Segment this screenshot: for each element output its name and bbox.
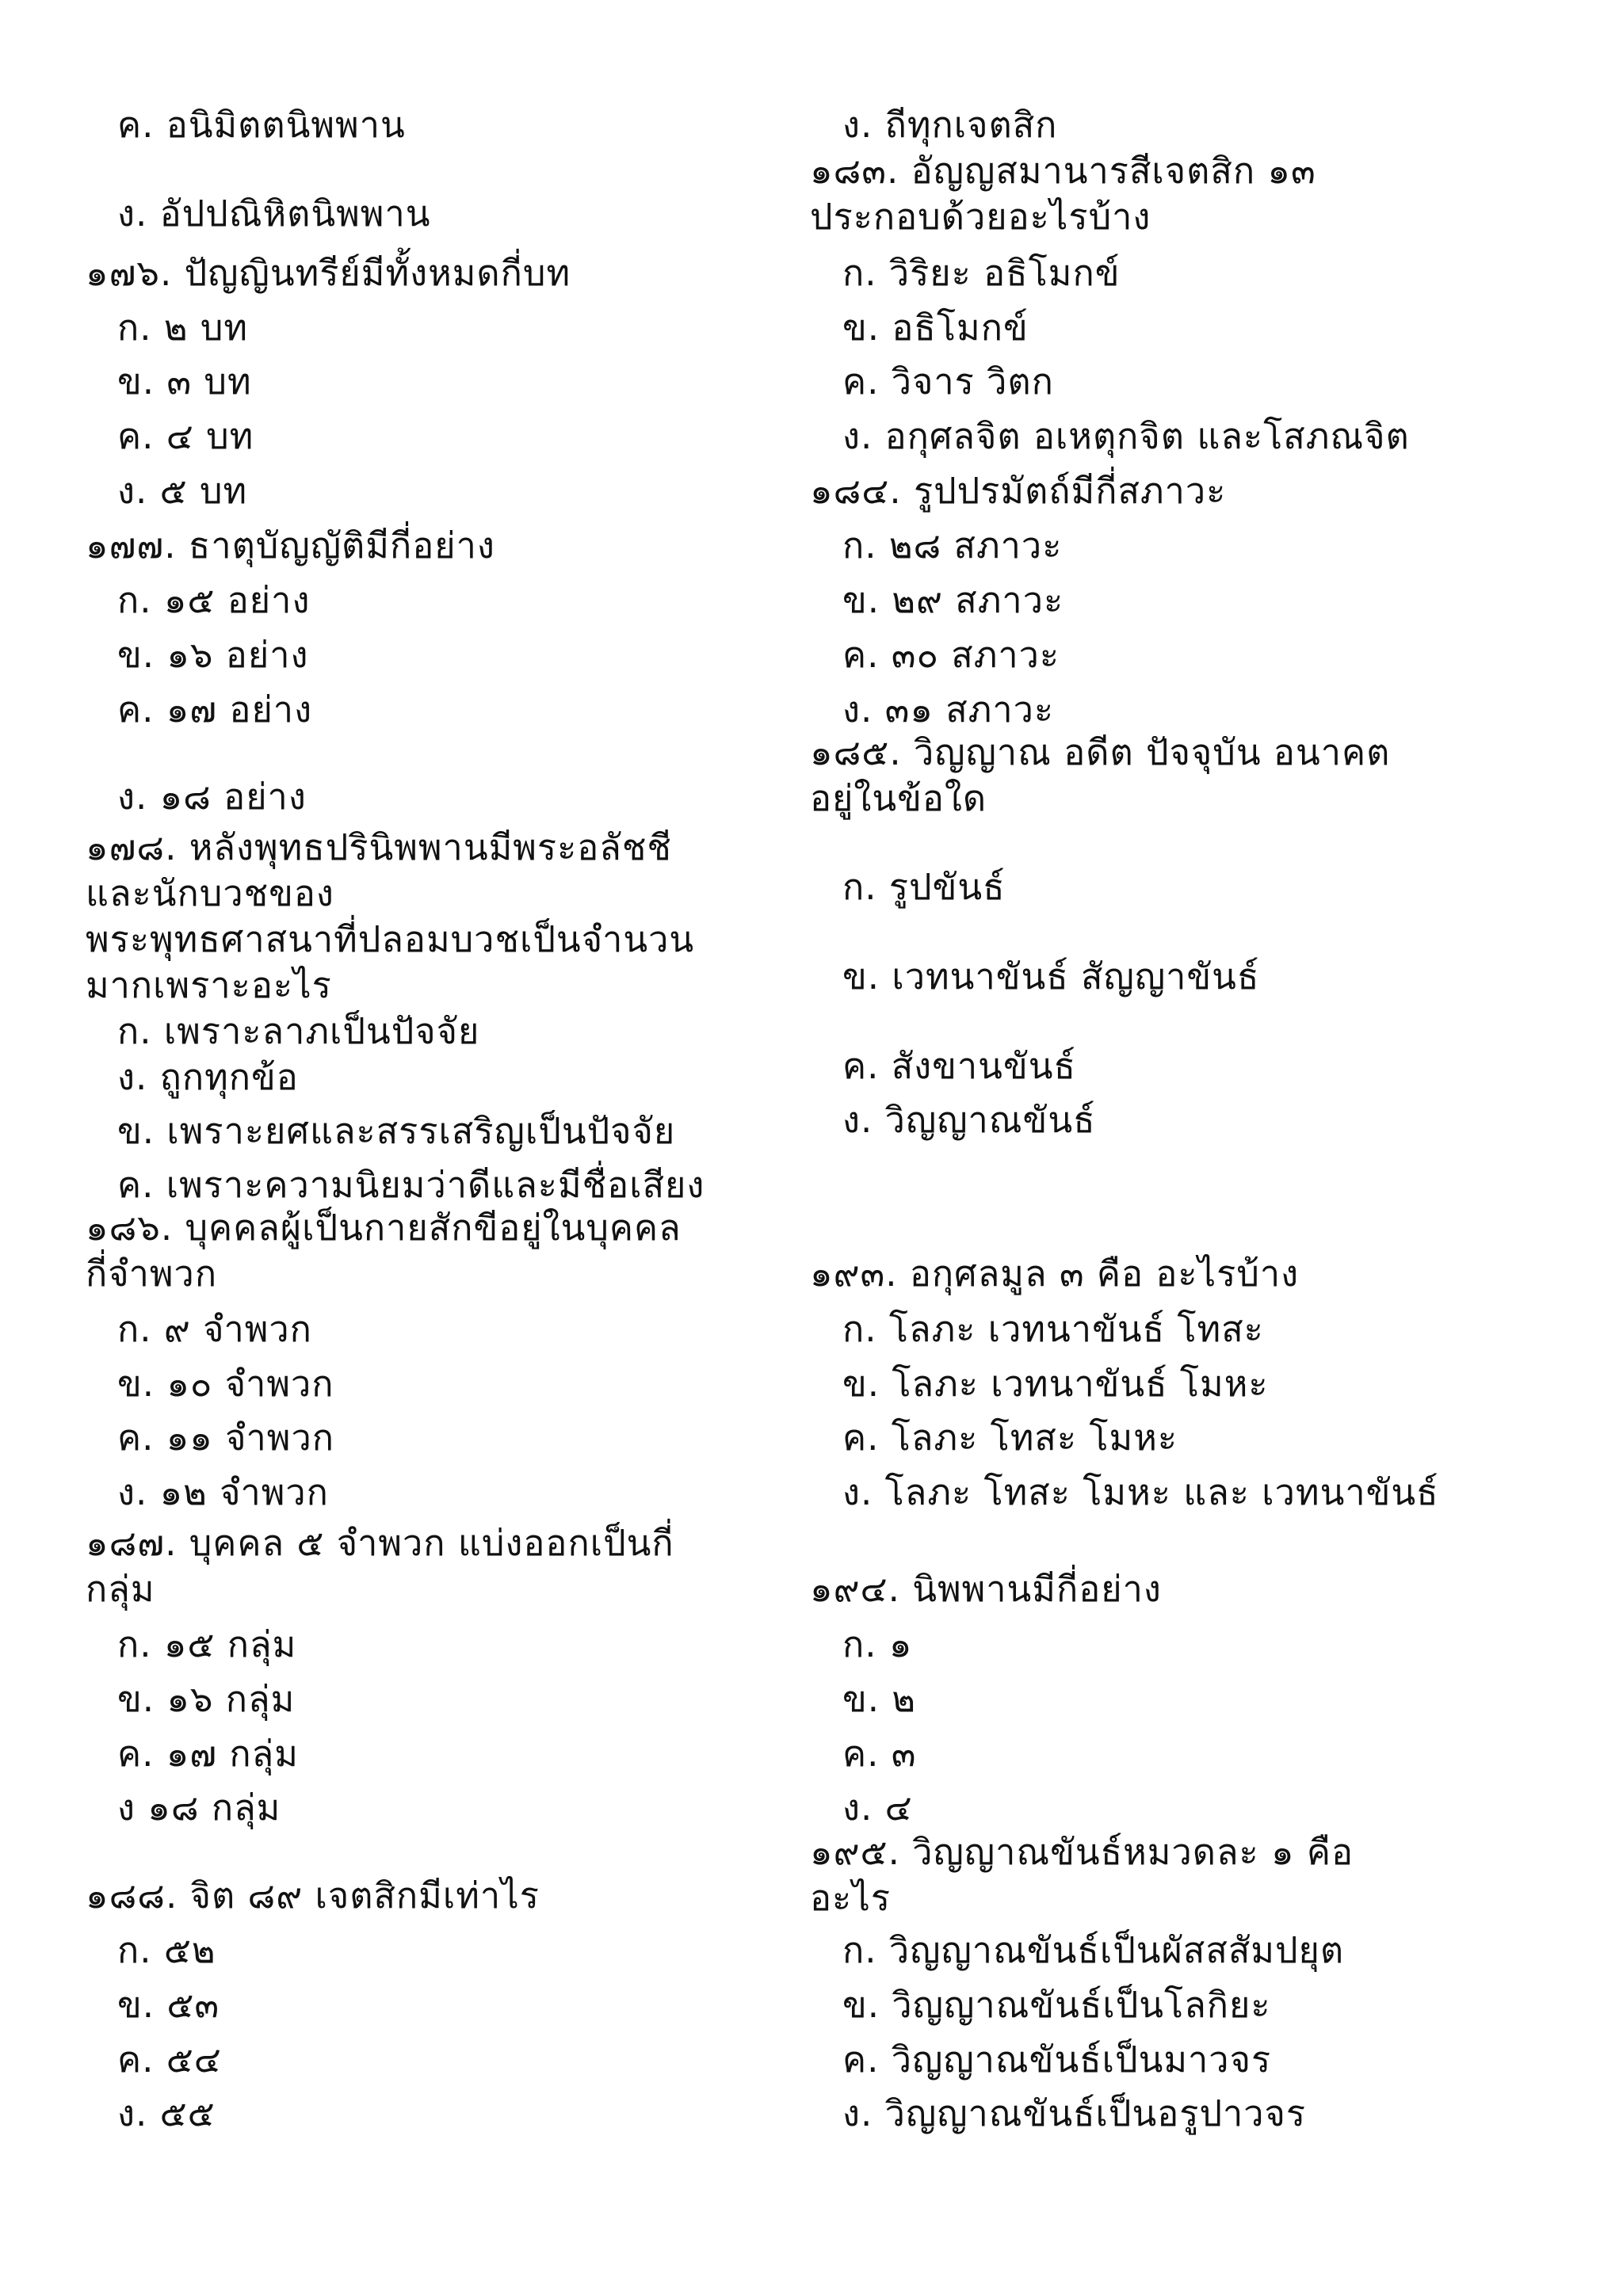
- answer-option: ง. ถูกทุกข้อ: [117, 1056, 299, 1098]
- answer-option: ง. อกุศลจิต อเหตุกจิต และโสภณจิต: [842, 415, 1410, 457]
- answer-option: ข. อธิโมกข์: [842, 307, 1029, 349]
- answer-option: ค. เพราะความนิยมว่าดีและมีชื่อเสียง: [117, 1164, 705, 1206]
- question-text: และนักบวชของ: [86, 872, 334, 914]
- answer-option: ก. ๒ บท: [117, 307, 249, 349]
- answer-option: ก. รูปขันธ์: [842, 866, 1006, 908]
- answer-option: ง. ๑๒ จำพวก: [117, 1471, 329, 1513]
- answer-option: ค. ๑๑ จำพวก: [117, 1417, 334, 1459]
- question-text: ๑๘๕. วิญญาณ อดีต ปัจจุบัน อนาคต: [810, 731, 1391, 773]
- answer-option: ง. ๔: [842, 1787, 913, 1829]
- answer-option: ข. เพราะยศและสรรเสริญเป็นปัจจัย: [117, 1110, 676, 1152]
- answer-option: ค. โลภะ โทสะ โมหะ: [842, 1417, 1178, 1459]
- answer-option: ค. วิญญาณขันธ์เป็นมาวจร: [842, 2039, 1272, 2081]
- answer-option: ค. วิจาร วิตก: [842, 360, 1054, 402]
- answer-option: ง. ๕ บท: [117, 470, 248, 512]
- answer-option: ก. ๑๕ กลุ่ม: [117, 1623, 297, 1665]
- answer-option: ข. เวทนาขันธ์ สัญญาขันธ์: [842, 955, 1260, 997]
- answer-option: ข. โลภะ เวทนาขันธ์ โมหะ: [842, 1363, 1269, 1405]
- answer-option: ง. ๓๑ สภาวะ: [842, 688, 1055, 730]
- question-text: กลุ่ม: [86, 1568, 155, 1610]
- answer-option: ก. วิริยะ อธิโมกข์: [842, 252, 1121, 294]
- answer-option: ข. ๒๙ สภาวะ: [842, 579, 1064, 621]
- answer-option: ข. ๑๖ อย่าง: [117, 634, 309, 676]
- answer-option: ก. ๙ จำพวก: [117, 1308, 312, 1350]
- answer-option: ก. ๑๕ อย่าง: [117, 579, 311, 621]
- answer-option: ข. วิญญาณขันธ์เป็นโลกิยะ: [842, 1984, 1271, 2026]
- answer-option: ง. วิญญาณขันธ์: [842, 1099, 1096, 1141]
- question-text: อะไร: [810, 1877, 891, 1919]
- question-text: ๑๗๘. หลังพุทธปรินิพพานมีพระอลัชชี: [86, 826, 672, 868]
- answer-option: ง. โลภะ โทสะ โมหะ และ เวทนาขันธ์: [842, 1471, 1439, 1513]
- answer-option: ค. ๕๔: [117, 2039, 222, 2081]
- answer-option: ง ๑๘ กลุ่ม: [117, 1787, 281, 1829]
- question-text: ประกอบด้วยอะไรบ้าง: [810, 196, 1151, 238]
- question-text: ๑๘๓. อัญญสมานารสีเจตสิก ๑๓: [810, 150, 1316, 192]
- answer-option: ก. ๒๘ สภาวะ: [842, 524, 1063, 566]
- question-text: ๑๗๖. ปัญญินทรีย์มีทั้งหมดกี่บท: [86, 252, 571, 294]
- question-text: อยู่ในข้อใด: [810, 777, 987, 819]
- answer-option: ง. ๕๕: [117, 2092, 216, 2134]
- answer-option: ค. อนิมิตตนิพพาน: [117, 104, 406, 146]
- answer-option: ก. ๕๒: [117, 1929, 216, 1971]
- answer-option: ก. ๑: [842, 1623, 913, 1665]
- answer-option: ค. ๓: [842, 1733, 917, 1775]
- answer-option: ง. วิญญาณขันธ์เป็นอรูปาวจร: [842, 2092, 1307, 2134]
- question-text: ๑๘๘. จิต ๘๙ เจตสิกมีเท่าไร: [86, 1875, 540, 1917]
- answer-option: ข. ๑๖ กลุ่ม: [117, 1678, 296, 1720]
- question-text: ๑๙๕. วิญญาณขันธ์หมวดละ ๑ คือ: [810, 1831, 1354, 1873]
- answer-option: ค. ๑๗ อย่าง: [117, 688, 313, 730]
- question-text: มากเพราะอะไร: [86, 964, 332, 1006]
- answer-option: ง. ถีทุกเจตสิก: [842, 104, 1058, 146]
- answer-option: ข. ๓ บท: [117, 360, 252, 402]
- question-text: ๑๙๔. นิพพานมีกี่อย่าง: [810, 1568, 1162, 1610]
- answer-option: ค. ๑๗ กลุ่ม: [117, 1733, 299, 1775]
- question-text: ๑๗๗. ธาตุบัญญัติมีกี่อย่าง: [86, 524, 495, 566]
- answer-option: ค. สังขานขันธ์: [842, 1045, 1076, 1087]
- question-text: กี่จำพวก: [86, 1253, 218, 1295]
- answer-option: ข. ๑๐ จำพวก: [117, 1363, 334, 1405]
- answer-option: ข. ๕๓: [117, 1984, 220, 2026]
- answer-option: ก. วิญญาณขันธ์เป็นผัสสสัมปยุต: [842, 1929, 1345, 1971]
- answer-option: ค. ๔ บท: [117, 415, 254, 457]
- question-text: ๑๘๗. บุคคล ๕ จำพวก แบ่งออกเป็นกี่: [86, 1522, 674, 1564]
- question-text: ๑๘๖. บุคคลผู้เป็นกายสักขีอยู่ในบุคคล: [86, 1207, 682, 1249]
- question-text: ๑๙๓. อกุศลมูล ๓ คือ อะไรบ้าง: [810, 1253, 1300, 1295]
- answer-option: ค. ๓๐ สภาวะ: [842, 634, 1060, 676]
- answer-option: ก. เพราะลาภเป็นปัจจัย: [117, 1010, 480, 1052]
- answer-option: ก. โลภะ เวทนาขันธ์ โทสะ: [842, 1308, 1264, 1350]
- answer-option: ง. ๑๘ อย่าง: [117, 776, 307, 818]
- question-text: ๑๘๔. รูปปรมัตถ์มีกี่สภาวะ: [810, 470, 1227, 512]
- answer-option: ข. ๒: [842, 1678, 917, 1720]
- answer-option: ง. อัปปณิหิตนิพพาน: [117, 193, 431, 235]
- question-text: พระพุทธศาสนาที่ปลอมบวชเป็นจำนวน: [86, 918, 695, 960]
